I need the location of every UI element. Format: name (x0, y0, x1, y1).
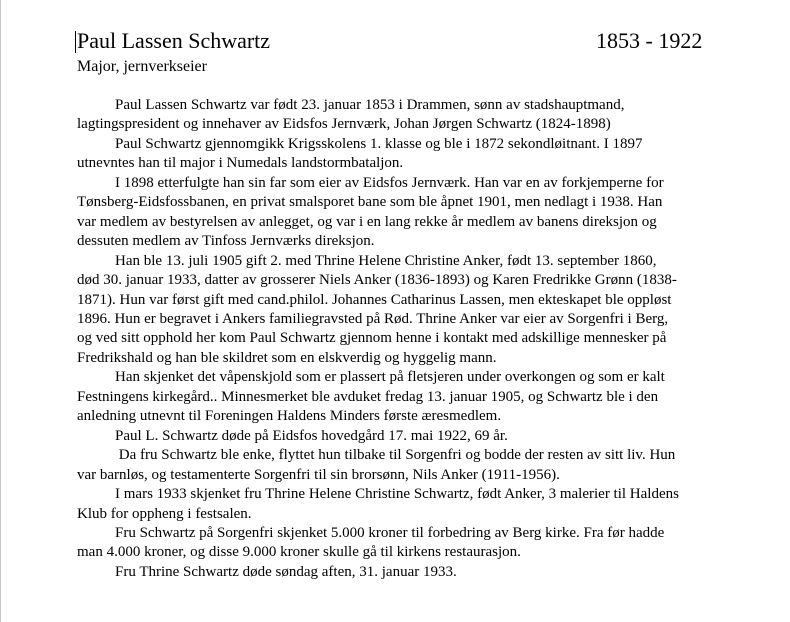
body-line[interactable]: Da fru Schwartz ble enke, flyttet hun tilbake til Sorgenfri og bodde der resten av sitt liv. Hun (115, 447, 676, 464)
body-line[interactable]: Paul L. Schwartz døde på Eidsfos hovedgård 17. mai 1922, 69 år. (115, 427, 508, 444)
body-line[interactable]: død 30. januar 1933, datter av grosserer Niels Anker (1836-1893) og Karen Fredrikke Grønn (1838- (77, 272, 677, 289)
body-line[interactable]: 1871). Hun var først gift med cand.philol. Johannes Catharinus Lassen, men ekteskapet ble oppløst (77, 291, 672, 308)
text-cursor (75, 31, 76, 53)
body-line[interactable]: og ved sitt opphold her kom Paul Schwartz gjennom henne i kontakt med adskillige mennesker på (77, 330, 667, 347)
body-line[interactable]: I 1898 etterfulgte han sin far som eier av Eidsfos Jernværk. Han var en av forkjemperne for (115, 174, 664, 191)
page-left-border (0, 0, 1, 622)
body-line[interactable]: Fru Schwartz på Sorgenfri skjenket 5.000 kroner til forbedring av Berg kirke. Fra før hadde (115, 524, 665, 541)
body-line[interactable]: Fru Thrine Schwartz døde søndag aften, 31. januar 1933. (115, 563, 457, 580)
body-line[interactable]: Festningens kirkegård.. Minnesmerket ble avduket fredag 13. januar 1905, og Schwartz ble i den (77, 388, 659, 405)
body-line[interactable]: 1896. Hun er begravet i Ankers familiegravsted på Rød. Thrine Anker var eier av Sorgenfri i Berg, (77, 310, 669, 327)
body-line[interactable]: Fredrikshald og han ble skildret som en elskverdig og hyggelig mann. (77, 349, 497, 366)
body-line[interactable]: Han ble 13. juli 1905 gift 2. med Thrine Helene Christine Anker, født 13. september 1860, (115, 252, 657, 269)
body-line[interactable]: utnevntes han til major i Numedals landstormbataljon. (77, 155, 404, 172)
body-line[interactable]: lagtingspresident og innehaver av Eidsfos Jernværk, Johan Jørgen Schwartz (1824-1898) (77, 116, 611, 133)
body-line[interactable]: var medlem av bestyrelsen av anlegget, og var i en lang rekke år medlem av banens direksjon og (77, 213, 657, 230)
body-line[interactable]: dessuten medlem av Tinfoss Jernværks direksjon. (77, 233, 375, 250)
document-subtitle[interactable]: Major, jernverkseier (77, 58, 207, 75)
body-line[interactable]: Paul Schwartz gjennomgikk Krigsskolens 1. klasse og ble i 1872 sekondløitnant. I 1897 (115, 135, 643, 152)
document-body[interactable] (77, 96, 717, 582)
body-line[interactable]: man 4.000 kroner, og disse 9.000 kroner skulle gå til kirkens restaurasjon. (77, 544, 521, 561)
body-line[interactable]: Paul Lassen Schwartz var født 23. januar 1853 i Drammen, sønn av stadshauptmand, (115, 97, 625, 113)
body-line[interactable]: Klub for oppheng i festsalen. (77, 505, 252, 522)
body-line[interactable]: Han skjenket det våpenskjold som er plassert på fletsjeren under overkongen og som er kalt (115, 369, 665, 386)
life-years[interactable]: 1853 - 1922 (596, 28, 703, 53)
body-line[interactable]: I mars 1933 skjenket fru Thrine Helene Christine Schwartz, født Anker, 3 malerier til Haldens (115, 486, 679, 503)
document-title[interactable]: Paul Lassen Schwartz (77, 28, 271, 53)
body-line[interactable]: var barnløs, og testamenterte Sorgenfri til sin brorsønn, Nils Anker (1911-1956). (77, 466, 560, 483)
body-line[interactable]: anledning utnevnt til Foreningen Haldens Minders første æresmedlem. (77, 408, 502, 425)
body-line[interactable]: Tønsberg-Eidsfossbanen, en privat smalsporet bane som ble åpnet 1901, men nedlagt i 1938. Han (77, 194, 663, 211)
